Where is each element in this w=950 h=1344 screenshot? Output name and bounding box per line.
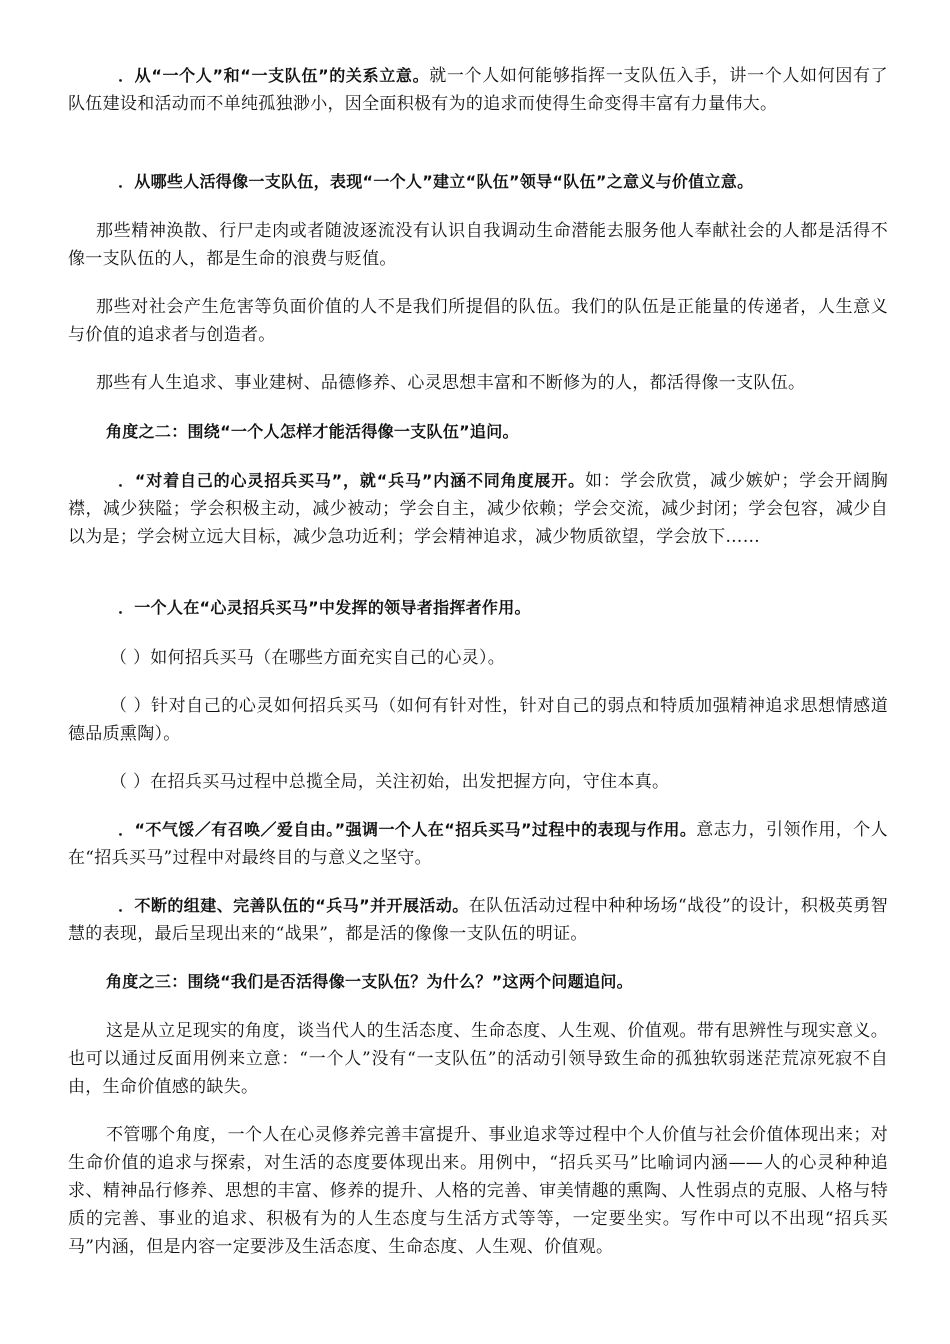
paragraph-7 [68, 467, 888, 551]
paragraph-2-heading: ．从哪些人活得像一支队伍，表现“一个人”建立“队伍”领导“队伍”之意义与价值立意。 [118, 172, 754, 191]
paragraph-4-text: 那些对社会产生危害等负面价值的人不是我们所提倡的队伍。我们的队伍是正能量的传递者，人生意义与价值的追求者与创造者。 [68, 297, 888, 345]
paragraph-7-heading: ．“对着自己的心灵招兵买马”，就“兵马”内涵不同角度展开。 [118, 471, 585, 490]
paragraph-13-heading: ．不断的组建、完善队伍的“兵马”并开展活动。 [118, 896, 469, 915]
paragraph-12-heading: ．“不气馁／有召唤／爱自由。”强调一个人在“招兵买马”过程中的表现与作用。 [118, 820, 697, 839]
paragraph-4 [68, 293, 888, 349]
paragraph-1-heading: ．从“一个人”和“一支队伍”的关系立意。 [118, 66, 430, 85]
angle-2-heading-text: 角度之二：围绕“一个人怎样才能活得像一支队伍”追问。 [106, 422, 519, 441]
paragraph-10-text: （ ）针对自己的心灵如何招兵买马（如何有针对性，针对自己的弱点和特质加强精神追求思想情感道德品质熏陶）。 [68, 696, 888, 744]
paragraph-13 [68, 892, 888, 948]
paragraph-2 [68, 168, 888, 196]
angle-3-heading [68, 968, 888, 996]
angle-3-heading-text: 角度之三：围绕“我们是否活得像一支队伍？为什么？”这两个问题追问。 [106, 972, 633, 991]
paragraph-5-text: 那些有人生追求、事业建树、品德修养、心灵思想丰富和不断修为的人，都活得像一支队伍。 [96, 373, 806, 393]
paragraph-9-text: （ ）如何招兵买马（在哪些方面充实自己的心灵）。 [110, 648, 506, 668]
angle-2-heading [68, 418, 888, 446]
paragraph-15 [68, 1017, 888, 1101]
paragraph-8-heading: ．一个人在“心灵招兵买马”中发挥的领导者指挥者作用。 [118, 598, 531, 617]
paragraph-16-text: 不管哪个角度，一个人在心灵修养完善丰富提升、事业追求等过程中个人价值与社会价值体现出来；对生命价值的追求与探索，对生活的态度要体现出来。用例中，“招兵买马”比喻词内涵——人的心灵种种追求、精神品行修养、思想的丰富、修养的提升、人格的完善、审美情趣的熏陶、人性弱点的克服、人格与特质的完善、事业的追求、积极有为的人生态度与生活方式等等，一定要坐实。写作中可以不出现“招兵买马”内涵，但是内容一定要涉及生活态度、生命态度、人生观、价值观。 [68, 1125, 888, 1257]
paragraph-5 [68, 369, 888, 397]
paragraph-9 [68, 644, 888, 672]
paragraph-1-text: 就一个人如何能够指挥一支队伍入手，讲一个人如何因有了队伍建设和活动而不单纯孤独渺小，因全面积极有为的追求而使得生命变得丰富有力量伟大。 [68, 66, 888, 114]
paragraph-7-text: 如：学会欣赏，减少嫉妒；学会开阔胸襟，减少狭隘；学会积极主动，减少被动；学会自主，减少依赖；学会交流，减少封闭；学会包容，减少自以为是；学会树立远大目标，减少急功近利；学会精神追求，减少物质欲望，学会放下…… [68, 471, 889, 547]
paragraph-13-text: 在队伍活动过程中种种场场“战役”的设计，积极英勇智慧的表现，最后呈现出来的“战果”，都是活的像像一支队伍的明证。 [68, 896, 888, 944]
paragraph-10 [68, 692, 888, 748]
paragraph-11 [68, 768, 888, 796]
paragraph-12 [68, 816, 888, 872]
paragraph-15-text: 这是从立足现实的角度，谈当代人的生活态度、生命态度、人生观、价值观。带有思辨性与现实意义。也可以通过反面用例来立意：“一个人”没有“一支队伍”的活动引领导致生命的孤独软弱迷茫荒凉死寂不自由，生命价值感的缺失。 [68, 1021, 888, 1097]
paragraph-3 [68, 217, 888, 273]
paragraph-8 [68, 594, 888, 622]
paragraph-1 [68, 62, 888, 118]
paragraph-3-text: 那些精神涣散、行尸走肉或者随波逐流没有认识自我调动生命潜能去服务他人奉献社会的人都是活得不像一支队伍的人，都是生命的浪费与贬值。 [68, 221, 888, 269]
paragraph-12-text: 意志力，引领作用，个人在“招兵买马”过程中对最终目的与意义之坚守。 [68, 820, 888, 868]
paragraph-11-text: （ ）在招兵买马过程中总揽全局，关注初始，出发把握方向，守住本真。 [110, 772, 670, 792]
paragraph-16 [68, 1121, 888, 1261]
